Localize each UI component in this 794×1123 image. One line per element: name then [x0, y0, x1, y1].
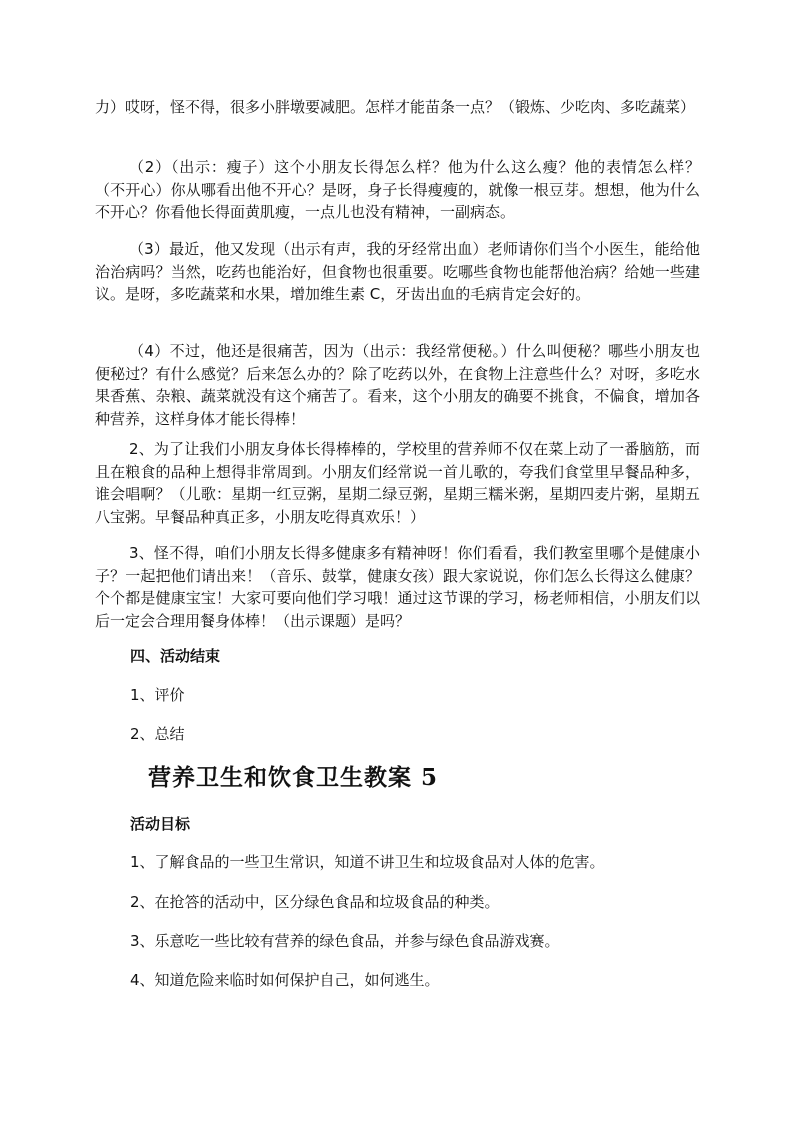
section-heading-activity-goals: 活动目标: [130, 815, 191, 833]
goal-item-4: 4、知道危险来临时如何保护自己，如何逃生。: [130, 971, 440, 989]
paragraph-thin-child: （2）（出示：瘦子）这个小朋友长得怎么样？他为什么这么瘦？他的表情怎么样？（不开心）你从哪看出他不开心？是呀，身子长得瘦瘦的，就像一根豆芽。想想，他为什么不开心？你看他长得面黄肌瘦，一点儿也没有精神，一副病态。: [95, 158, 700, 221]
end-item-summary: 2、总结: [130, 725, 185, 743]
paragraph-breakfast-rhyme: 2、为了让我们小朋友身体长得棒棒的，学校里的营养师不仅在菜上动了一番脑筋，而且在粮食的品种上想得非常周到。小朋友们经常说一首儿歌的，夸我们食堂里早餐品种多，谁会唱啊？（儿歌：星期一红豆粥，星期二绿豆粥，星期三糯米粥，星期四麦片粥，星期五八宝粥。早餐品种真正多，小朋友吃得真欢乐！）: [95, 440, 700, 526]
lesson-plan-title: 营养卫生和饮食卫生教案 5: [148, 764, 439, 791]
paragraph-healthy-kids: 3、怪不得，咱们小朋友长得多健康多有精神呀！你们看看，我们教室里哪个是健康小子？一起把他们请出来！（音乐、鼓掌，健康女孩）跟大家说说，你们怎么长得这么健康？个个都是健康宝宝！大家可要向他们学习哦！通过这节课的学习，杨老师相信，小朋友们以后一定会合理用餐身体棒！（出示课题）是吗？: [95, 544, 700, 630]
section-heading-activity-end: 四、活动结束: [130, 647, 221, 665]
end-item-evaluation: 1、评价: [130, 686, 185, 704]
goal-item-3: 3、乐意吃一些比较有营养的绿色食品，并参与绿色食品游戏赛。: [130, 932, 560, 950]
paragraph-constipation: （4）不过，他还是很痛苦，因为（出示：我经常便秘。）什么叫便秘？哪些小朋友也便秘过？有什么感觉？后来怎么办的？除了吃药以外，在食物上注意些什么？对呀，多吃水果香蕉、杂粮、蔬菜就没有这个痛苦了。看来，这个小朋友的确要不挑食，不偏食，增加各种营养，这样身体才能长得棒！: [95, 342, 700, 428]
paragraph-bleeding-gums: （3）最近，他又发现（出示有声，我的牙经常出血）老师请你们当个小医生，能给他治治病吗？当然，吃药也能治好，但食物也很重要。吃哪些食物也能帮他治病？给她一些建议。是呀，多吃蔬菜和水果，增加维生素 C，牙齿出血的毛病肯定会好的。: [95, 240, 700, 303]
goal-item-2: 2、在抢答的活动中，区分绿色食品和垃圾食品的种类。: [130, 893, 500, 911]
paragraph-intro: 力）哎呀，怪不得，很多小胖墩要减肥。怎样才能苗条一点？（锻炼、少吃肉、多吃蔬菜）: [95, 98, 696, 116]
goal-item-1: 1、了解食品的一些卫生常识，知道不讲卫生和垃圾食品对人体的危害。: [130, 853, 605, 871]
